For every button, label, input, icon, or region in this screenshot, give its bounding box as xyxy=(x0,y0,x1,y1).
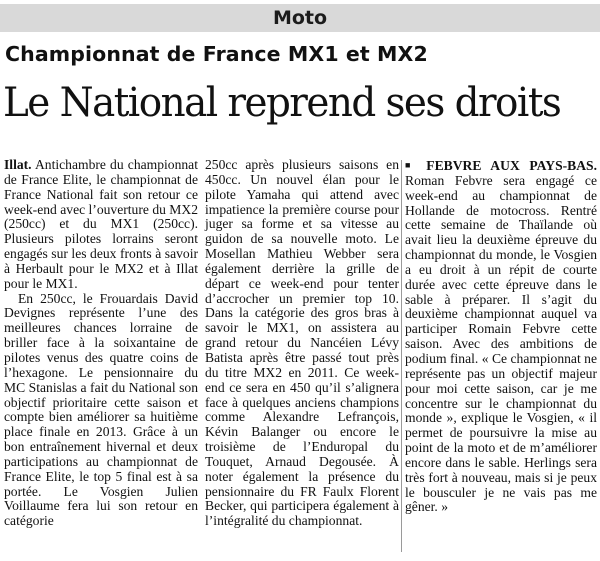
paragraph: 250cc après plusieurs saisons en 450cc. Un nouvel élan pour le pilote Yamaha qui attend avec impatience la première course pour juger sa forme et sa vitesse au guidon de sa nouvelle moto. Le Mosellan Mathieu Webber sera également derrière la grille de départ ce week-end pour tenter d’accrocher un premier top 10. Dans la catégorie des gros bras à savoir le MX1, on assistera au grand retour du Nancéien Lévy Batista après être passé tout près du titre MX2 en 2011. Ce week-end ce sera en 450 qu’il s’alignera face à quelques anciens champions comme Alexandre Lefrançois, Kévin Balanger ou encore le troisième de l’Enduropal du Touquet, Arnaud Degousée. À noter également la présence du pensionnaire du FR Faulx Florent Becker, qui participera également à l’intégralité du championnat. xyxy=(205,157,399,529)
column-divider xyxy=(401,160,402,552)
dateline: Illat. xyxy=(4,157,32,172)
column-3 xyxy=(405,158,597,515)
bullet-icon: ■ xyxy=(405,160,417,170)
column-1 xyxy=(4,158,198,529)
paragraph xyxy=(405,158,597,515)
paragraph-text: Roman Febvre sera engagé ce week-end au championnat de Hollande de motocross. Rentré cette semaine de Thaïlande où avait lieu la deuxième épreuve du championnat du monde, le Vosgien a eu droit à un répit de courte durée avec cette épreuve dans le sable à préparer. Il s’agit du deuxième championnat auquel va participer Romain Febvre cette saison. Avec des ambitions de podium final. « Ce championnat ne représente pas un objectif majeur pour moi cette saison, car je me concentre sur le championnat du monde », explique le Vosgien, « il permet de poursuivre la mise au point de la moto et de m’améliorer encore dans le sable. Herlings sera très fort à nouveau, mais si je peux le bousculer je ne vais pas me gêner. » xyxy=(405,172,597,515)
paragraph xyxy=(4,158,198,292)
kicker: Championnat de France MX1 et MX2 xyxy=(5,42,428,66)
column-2 xyxy=(205,158,399,529)
subheading: FEBVRE AUX PAYS-BAS. xyxy=(426,158,597,173)
paragraph-text: Antichambre du championnat de France Elite, le championnat de France National fait son retour ce week-end avec l’ouverture du MX2 (250cc) et du MX1 (250cc). Plusieurs pilotes lorrains seront engagés sur les deux fronts à savoir à Herbault pour le MX2 et à Illat pour le MX1. xyxy=(4,157,199,291)
section-label: Moto xyxy=(272,7,328,29)
headline: Le National reprend ses droits xyxy=(3,78,561,126)
paragraph: En 250cc, le Frouardais David Devignes représente l’une des meilleures chances lorraine de briller face à la soixantaine de pilotes venus des quatre coins de l’hexagone. Le pensionnaire du MC Stanislas a fait du National son objectif prioritaire cette saison et compte bien améliorer sa huitième place finale en 2013. Grâce à un bon entraînement hivernal et deux participations au championnat de France Elite, le top 5 final est à sa portée. Le Vosgien Julien Voillaume fera lui son retour en catégorie xyxy=(4,290,198,529)
